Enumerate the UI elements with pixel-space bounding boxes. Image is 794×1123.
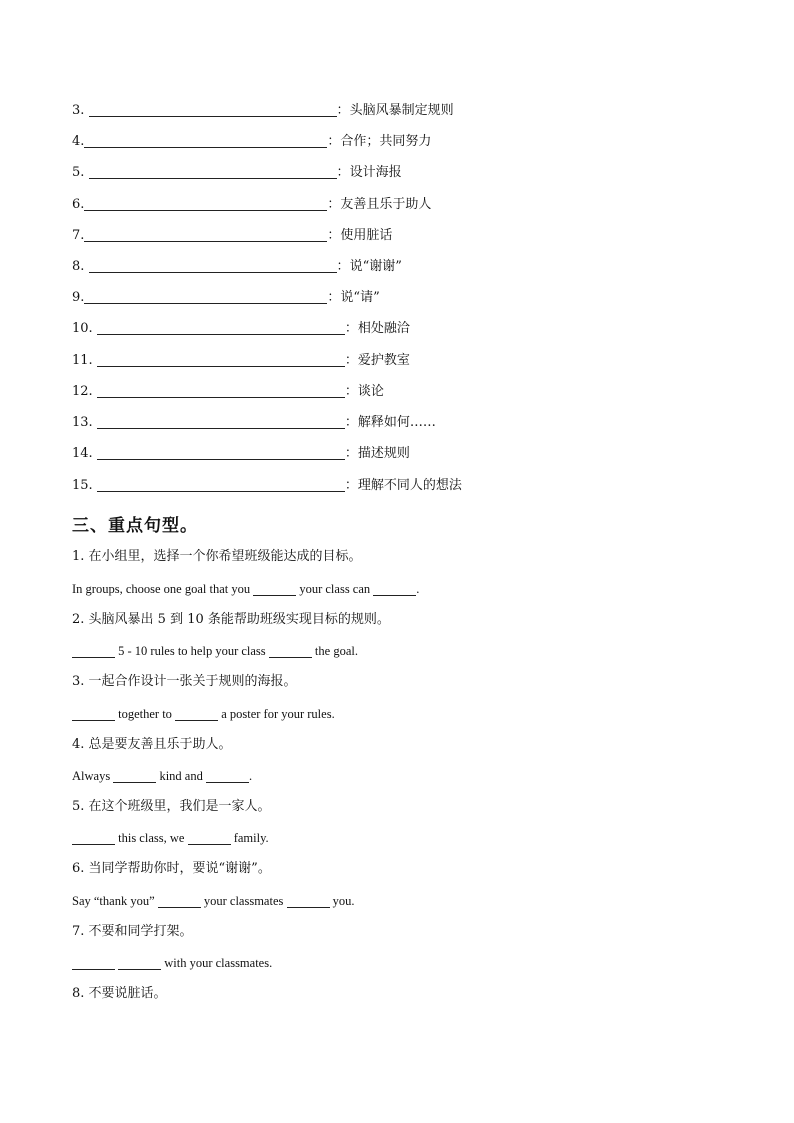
- vocab-item: [72, 414, 436, 432]
- item-meaning: 相处融洽: [357, 321, 410, 336]
- sentence-chinese: 8. 不要说脏话。: [72, 986, 167, 1001]
- answer-blank[interactable]: [97, 383, 345, 398]
- sentence-text: together to: [115, 707, 176, 721]
- item-number: 13.: [72, 415, 97, 430]
- sentence-text: this class, we: [115, 831, 188, 845]
- vocab-item: [72, 258, 402, 276]
- item-meaning: 爱护教室: [357, 353, 410, 368]
- sentence-english: [72, 705, 335, 723]
- fill-in-blank[interactable]: [206, 769, 249, 783]
- section-heading: 三、重点句型。: [72, 516, 198, 536]
- colon: ：: [327, 134, 341, 149]
- sentence-english: [72, 580, 419, 598]
- vocab-item: [72, 352, 410, 370]
- fill-in-blank[interactable]: [287, 894, 330, 908]
- item-number: 15.: [72, 478, 97, 493]
- item-meaning: 使用脏话: [340, 228, 393, 243]
- fill-in-blank[interactable]: [188, 831, 231, 845]
- colon: ：: [344, 353, 358, 368]
- sentence-text: kind and: [156, 769, 206, 783]
- sentence-chinese: 1. 在小组里，选择一个你希望班级能达成的目标。: [72, 549, 362, 564]
- sentence-english: [72, 892, 355, 910]
- vocab-item: [72, 227, 392, 245]
- sentence-chinese: 6. 当同学帮助你时，要说“谢谢”。: [72, 861, 271, 876]
- fill-in-blank[interactable]: [253, 582, 296, 596]
- colon: ：: [336, 103, 350, 118]
- colon: ：: [344, 384, 358, 399]
- colon: ：: [327, 197, 341, 212]
- sentence-text: 5 - 10 rules to help your class: [115, 644, 269, 658]
- sentence-chinese: 7. 不要和同学打架。: [72, 924, 193, 939]
- answer-blank[interactable]: [89, 258, 337, 273]
- item-meaning: 友善且乐于助人: [340, 197, 432, 212]
- fill-in-blank[interactable]: [72, 831, 115, 845]
- answer-blank[interactable]: [89, 102, 337, 117]
- vocab-item: [72, 383, 384, 401]
- vocab-item: [72, 196, 431, 214]
- sentence-chinese: 3. 一起合作设计一张关于规则的海报。: [72, 674, 297, 689]
- fill-in-blank[interactable]: [158, 894, 201, 908]
- answer-blank[interactable]: [84, 133, 327, 148]
- vocab-item: [72, 477, 462, 495]
- sentence-text: with your classmates.: [161, 956, 273, 970]
- sentence-text: you.: [329, 894, 355, 908]
- fill-in-blank[interactable]: [373, 582, 416, 596]
- colon: ：: [344, 321, 358, 336]
- sentence-text: .: [416, 582, 420, 596]
- item-meaning: 说“请”: [340, 290, 380, 305]
- sentence-english: [72, 642, 358, 660]
- answer-blank[interactable]: [84, 289, 327, 304]
- answer-blank[interactable]: [97, 320, 345, 335]
- colon: ：: [336, 165, 350, 180]
- item-number: 6.: [72, 197, 85, 212]
- colon: ：: [344, 478, 358, 493]
- item-number: 12.: [72, 384, 97, 399]
- vocab-item: [72, 445, 410, 463]
- item-number: 9.: [72, 290, 85, 305]
- fill-in-blank[interactable]: [72, 707, 115, 721]
- sentence-chinese: 4. 总是要友善且乐于助人。: [72, 737, 232, 752]
- sentence-text: In groups, choose one goal that you: [72, 582, 254, 596]
- fill-in-blank[interactable]: [269, 644, 312, 658]
- colon: ：: [327, 290, 341, 305]
- sentence-chinese: 5. 在这个班级里，我们是一家人。: [72, 799, 271, 814]
- fill-in-blank[interactable]: [113, 769, 156, 783]
- sentence-text: your class can: [296, 582, 374, 596]
- item-number: 11.: [72, 353, 97, 368]
- vocab-item: [72, 164, 402, 182]
- answer-blank[interactable]: [97, 477, 345, 492]
- fill-in-blank[interactable]: [118, 956, 161, 970]
- vocab-item: [72, 289, 380, 307]
- answer-blank[interactable]: [89, 164, 337, 179]
- item-meaning: 理解不同人的想法: [357, 478, 462, 493]
- sentence-text: the goal.: [311, 644, 358, 658]
- item-number: 10.: [72, 321, 97, 336]
- item-number: 5.: [72, 165, 89, 180]
- item-number: 8.: [72, 259, 89, 274]
- fill-in-blank[interactable]: [72, 644, 115, 658]
- sentence-text: family.: [230, 831, 269, 845]
- vocab-item: [72, 102, 454, 120]
- answer-blank[interactable]: [97, 352, 345, 367]
- item-number: 7.: [72, 228, 85, 243]
- colon: ：: [344, 446, 358, 461]
- item-meaning: 谈论: [357, 384, 384, 399]
- sentence-text: Always: [72, 769, 114, 783]
- item-meaning: 合作；共同努力: [340, 134, 432, 149]
- item-meaning: 说“谢谢”: [349, 259, 402, 274]
- answer-blank[interactable]: [97, 445, 345, 460]
- sentence-chinese: 2. 头脑风暴出 5 到 10 条能帮助班级实现目标的规则。: [72, 612, 390, 627]
- vocab-item: [72, 133, 431, 151]
- vocab-item: [72, 320, 410, 338]
- colon: ：: [336, 259, 350, 274]
- fill-in-blank[interactable]: [175, 707, 218, 721]
- sentence-english: [72, 767, 252, 785]
- item-meaning: 解释如何……: [357, 415, 436, 430]
- item-number: 3.: [72, 103, 89, 118]
- fill-in-blank[interactable]: [72, 956, 115, 970]
- colon: ：: [344, 415, 358, 430]
- item-meaning: 设计海报: [349, 165, 402, 180]
- answer-blank[interactable]: [84, 196, 327, 211]
- sentence-text: Say “thank you”: [72, 894, 158, 908]
- sentence-english: [72, 954, 272, 972]
- item-meaning: 描述规则: [357, 446, 410, 461]
- item-meaning: 头脑风暴制定规则: [349, 103, 454, 118]
- answer-blank[interactable]: [97, 414, 345, 429]
- sentence-text: .: [248, 769, 253, 783]
- sentence-text: your classmates: [200, 894, 287, 908]
- answer-blank[interactable]: [84, 227, 327, 242]
- sentence-english: [72, 829, 269, 847]
- item-number: 14.: [72, 446, 97, 461]
- sentence-text: a poster for your rules.: [218, 707, 335, 721]
- item-number: 4.: [72, 134, 85, 149]
- colon: ：: [327, 228, 341, 243]
